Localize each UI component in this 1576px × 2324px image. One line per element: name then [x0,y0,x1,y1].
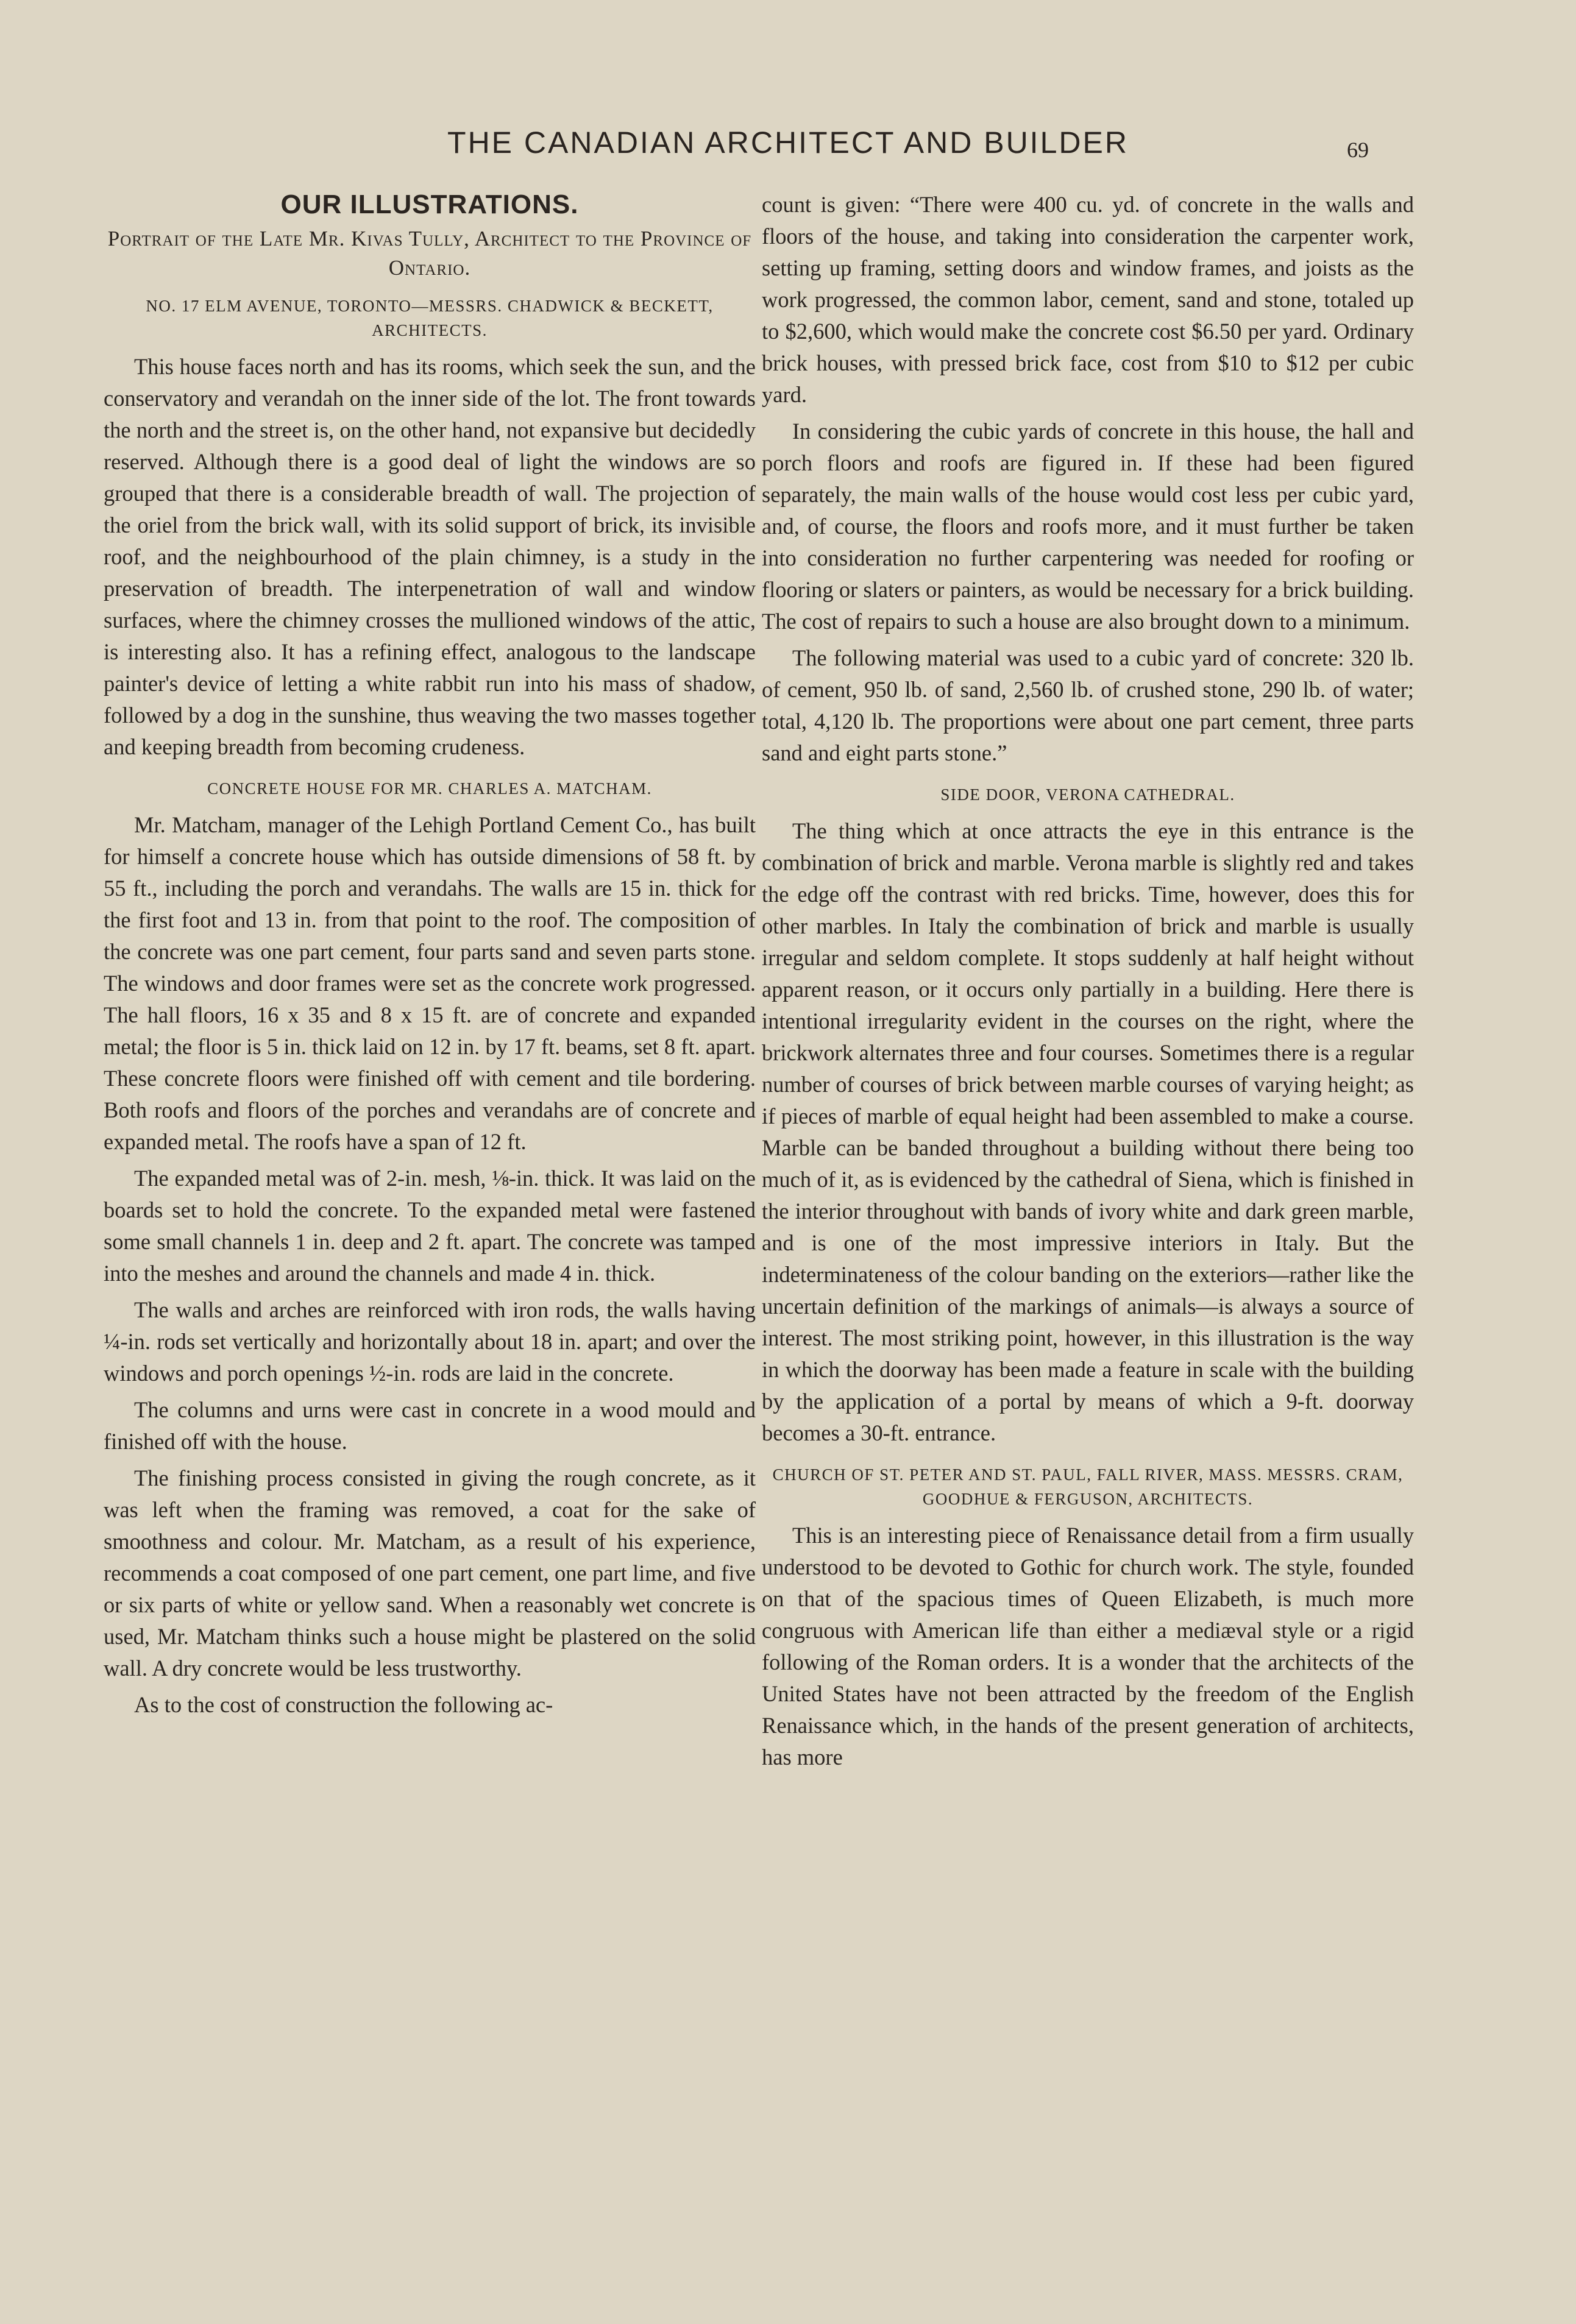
running-head [0,125,1576,160]
concrete-paragraph-3: The walls and arches are reinforced with iron rods, the walls having ¼-in. rods set vertically and horizontally about 18 in. apart; and over the windows and porch openings ½-in. rods are laid in the concrete. [104,1297,756,1386]
concrete-paragraph-2: The expanded metal was of 2-in. mesh, ⅛-in. thick. It was laid on the boards set to hold the concrete. To the expanded metal were fastened some small channels 1 in. deep and 2 ft. apart. The concrete was tamped into the meshes and around the channels and made 4 in. thick. [104,1166,756,1286]
verona-paragraph-1: The thing which at once attracts the eye in this entrance is the combination of brick and marble. Verona marble is slightly red and takes the edge off the contrast with red bricks. Time, however, does this for other marbles. In Italy the combination of brick and marble is usually irregular and seldom complete. It stops suddenly at half height without apparent reason, or it occurs only partially in a building. Here there is intentional irregularity evident in the courses on the right, where the brickwork alternates three and four courses. Sometimes there is a regular number of courses of brick between marble courses of varying height; as if pieces of marble of equal height had been assembled to make a course. Marble can be banded throughout a building without there being too much of it, as is evidenced by the cathedral of Siena, which is finished in the interior throughout with bands of ivory white and dark green marble, and is one of the most impressive interiors in Italy. But the indeterminateness of the colour banding on the exteriors—rather like the uncertain definition of the markings of animals—is always a source of interest. The most striking point, however, in this illustration is the way in which the doorway has been made a feature in scale with the building by the application of a portal by means of which a 9-ft. doorway becomes a 30-ft. entrance. [762,818,1414,1445]
concrete-paragraph-5: The finishing process consisted in giving the rough concrete, as it was left when the framing was removed, a coat for the sake of smoothness and colour. Mr. Matcham, as a result of his experience, recommends a coat composed of one part cement, one part lime, and five or six parts of white or yellow sand. When a reasonably wet concrete is used, Mr. Matcham thinks such a house might be plastered on the solid wall. A dry concrete would be less trustworthy. [104,1465,756,1681]
church-paragraph-1: This is an interesting piece of Renaissance detail from a firm usually understood to be devoted to Gothic for church work. The style, founded on that of the spacious times of Queen Elizabeth, is much more congruous with American life than either a mediæval style or a rigid following of the Roman orders. It is a wonder that the architects of the United States have not been attracted by the freedom of the English Renaissance which, in the hands of the present generation of architects, has more [762,1523,1414,1770]
journal-title: THE CANADIAN ARCHITECT AND BUILDER [447,126,1129,160]
elm-avenue-heading: NO. 17 ELM AVENUE, TORONTO—MESSRS. CHADWICK & BECKETT, ARCHITECTS. [146,297,714,339]
church-heading: CHURCH OF ST. PETER AND ST. PAUL, FALL RIVER, MASS. MESSRS. CRAM, GOODHUE & FERGUSON, ARCHITECTS. [772,1465,1404,1508]
concrete-paragraph-9: The following material was used to a cubic yard of concrete: 320 lb. of cement, 950 lb. of sand, 2,560 lb. of crushed stone, 290 lb. of water; total, 4,120 lb. The proportions were about one part cement, three parts sand and eight parts stone.” [762,645,1414,765]
right-column [762,189,1414,1773]
portrait-caption: Portrait of the Late Mr. Kivas Tully, Architect to the Province of Ontario. [107,227,752,280]
concrete-paragraph-8: In considering the cubic yards of concrete in this house, the hall and porch floors and roofs are figured in. If these had been figured separately, the main walls of the house would cost less per cubic yard, and, of course, the floors and roofs more, and it must further be taken into consideration no further carpentering was needed for roofing or flooring or slaters or painters, as would be necessary for a brick building. The cost of repairs to such a house are also brought down to a minimum. [762,419,1414,634]
left-column [104,189,756,1721]
elm-paragraph-1: This house faces north and has its rooms, which seek the sun, and the conservatory and verandah on the inner side of the lot. The front towards the north and the street is, on the other hand, not expansive but decidedly reserved. Although there is a good deal of light the windows are so grouped that there is a considerable breadth of wall. The projection of the oriel from the brick wall, with its solid support of brick, its invisible roof, and the neighbourhood of the plain chimney, is a study in the preservation of breadth. The interpenetration of wall and window surfaces, where the chimney crosses the mullioned windows of the attic, is interesting also. It has a refining effect, analogous to the landscape painter's device of letting a white rabbit run into his mass of shadow, followed by a dog in the sunshine, thus weaving the two masses together and keeping breadth from becoming crudeness. [104,354,756,759]
concrete-paragraph-6: As to the cost of construction the following ac- [134,1692,553,1717]
page-number: 69 [1347,138,1369,162]
concrete-paragraph-4: The columns and urns were cast in concrete in a wood mould and finished off with the house. [104,1397,756,1454]
concrete-house-heading: CONCRETE HOUSE FOR MR. CHARLES A. MATCHAM. [207,779,652,798]
section-heading: OUR ILLUSTRATIONS. [280,190,579,219]
verona-heading: SIDE DOOR, VERONA CATHEDRAL. [940,785,1235,804]
concrete-paragraph-1: Mr. Matcham, manager of the Lehigh Portland Cement Co., has built for himself a concrete house which has outside dimensions of 58 ft. by 55 ft., including the porch and verandahs. The walls are 15 in. thick for the first foot and 13 in. from that point to the roof. The composition of the concrete was one part cement, four parts sand and seven parts stone. The windows and door frames were set as the concrete work progressed. The hall floors, 16 x 35 and 8 x 15 ft. are of concrete and expanded metal; the floor is 5 in. thick laid on 12 in. by 17 ft. beams, set 8 ft. apart. These concrete floors were finished off with cement and tile bordering. Both roofs and floors of the porches and verandahs are of concrete and expanded metal. The roofs have a span of 12 ft. [104,812,756,1154]
concrete-paragraph-7: count is given: “There were 400 cu. yd. of concrete in the walls and floors of the house, and taking into consideration the carpenter work, setting up framing, setting doors and window frames, and joists as the work progressed, the common labor, cement, sand and stone, totaled up to $2,600, which would make the concrete cost $6.50 per yard. Ordinary brick houses, with pressed brick face, cost from $10 to $12 per cubic yard. [762,192,1414,407]
